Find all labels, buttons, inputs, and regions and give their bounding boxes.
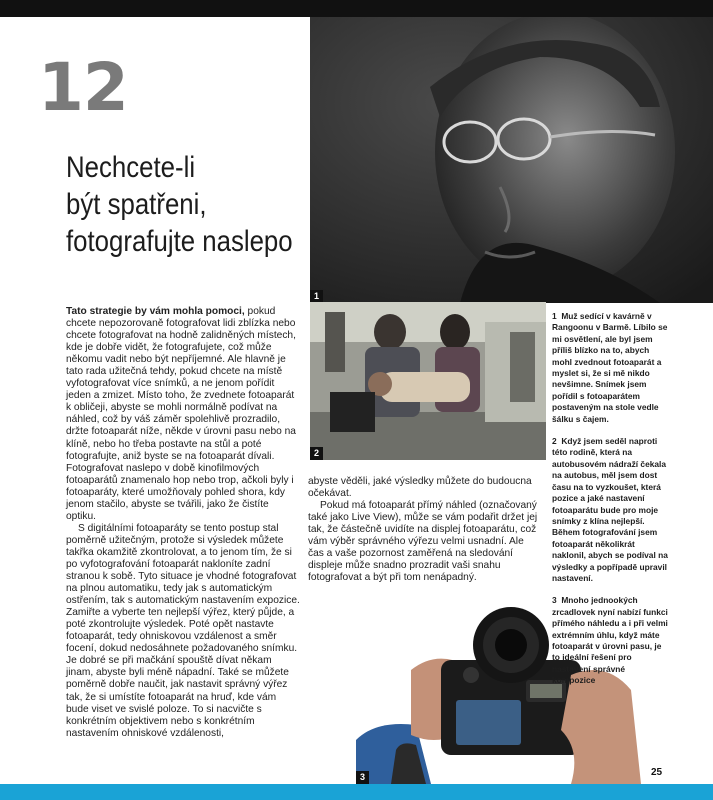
lead-in: Tato strategie by vám mohla pomoci,: [66, 306, 245, 317]
photo-number-1: 1: [310, 290, 323, 303]
page-number: 25: [651, 767, 663, 778]
caption-1: [552, 311, 670, 425]
photo-captions: [552, 311, 670, 698]
photo-number-3: 3: [356, 771, 369, 784]
body-paragraph-4: Pokud má fotoaparát přímý náhled (označovaný také jako Live View), může se vám podařit držet jej tak, že částečně uvidíte na displej fotoaparátu, což vám výběr správného výřezu velmi usnadní. Ale čas a vaše pozornost zaměřená na sledování displeje může snadno prozradit vaši snahu fotografovat a být při tom nenápadný.: [308, 500, 538, 584]
caption-number-3: 3: [552, 595, 557, 606]
man-with-glasses-portrait-icon: [310, 17, 713, 303]
photo-number-2: 2: [310, 447, 323, 460]
page-title: [66, 149, 293, 260]
photo-2: [310, 302, 546, 460]
body-paragraph-2: S digitálními fotoaparáty se tento postup stal poměrně užitečným, protože si výsledek můžete takřka okamžitě zkontrolovat, a to jenom tím, že si po vyfotografování fotoaparát nakloníte zadní stranou k sobě. Tyto situace je vhodné fotografovat na plnou automatiku, tedy jak s automatickým ostřením, tak s automatickým nastavením expozice. Zamiřte a vyberte ten nejlepší výřez, který půjde, a poté zkontrolujte výsledek. Poté opět nastavte fotoaparát, tedy ohniskovou vzdálenost a směr focení, dokud nedosáhnete požadovaného snímku. Je dobré se při mačkání spouště dívat někam jinam, abyste byli méně nápadní. Také se můžete poměrně dobře naučit, jak nastavit správný výřez tak, že si umístíte fotoaparát na hruď, kde vám bude viset ve svislé poloze. To si nacvičte s konkrétním objektivem nebo s konkrétním nastavením ohniskové vzdálenosti,: [66, 522, 300, 739]
title-line-3: fotografujte naslepo: [66, 225, 293, 258]
body-paragraph-1: [66, 306, 300, 523]
photo-1: [310, 17, 713, 303]
caption-number-1: 1: [552, 311, 557, 321]
bottom-accent-bar: [0, 784, 713, 800]
caption-text-1: Muž sedící v kavárně v Rangoonu v Barmě. Líbilo se mi osvětlení, ale byl jsem příliš blízko na to, abych mohl zvednout fotoaparát a myslet si, že si mě nikdo nevšimne. Snímek jsem pořídil s fotoaparátem postaveným na stole vedle šálku s čajem.: [552, 311, 668, 424]
caption-number-2: 2: [552, 436, 557, 447]
title-line-1: Nechcete-li: [66, 151, 196, 184]
body-paragraph-3: abyste věděli, jaké výsledky můžete do budoucna očekávat.: [308, 476, 532, 500]
chapter-number: 12: [38, 49, 128, 126]
title-line-2: být spatřeni,: [66, 188, 207, 221]
body-column-middle: [308, 476, 542, 584]
bus-station-family-icon: [310, 302, 546, 460]
caption-text-2: Když jsem seděl naproti této rodině, která na autobusovém nádraží čekala na autobus, měl jsem dost času na to vyzkoušet, která pozice a jaké nastavení fotoaparátu bude pro moje snímky z klína nejlepší. Během fotografování jsem fotoaparát několikrát naklonil, abych se podíval na výsledky a popřípadě upravil nastavení.: [552, 436, 668, 583]
body-paragraph-1-text: pokud chcete nepozorovaně fotografovat lidi zblízka nebo chcete fotografovat na hodně zalidněných místech, kde je dobře vidět, že fotografujete, což může někomu vadit nebo být nepříjemné. Ale hlavně je tato rada užitečná tehdy, pokud chcete na místě vyfotografovat více snímků, a ne jenom pořídit jeden a zmizet. Místo toho, že zvednete fotoaparát k obličeji, abyste se mohli normálně podívat na náhled, což by váš záměr spolehlivě prozradilo, držte fotoaparát níže, někde v úrovni pasu nebo na klíně, nebo ho třeba postavte na stůl a poté fotografujte, aniž byste se na fotoaparát dívali. Fotografovat naslepo v době kinofilmových fotoaparátů znamenalo hop nebo trop, ačkoli byly i fotoaparáty, které umožňovaly pohled shora, kdy jenom stačilo, abyste se tvářili, jako že čistíte optiku.: [66, 306, 296, 522]
top-bar: [0, 0, 713, 17]
caption-2: [552, 436, 670, 584]
caption-3: [552, 595, 670, 686]
body-column-left: [66, 306, 300, 740]
caption-text-3: Mnoho jednookých zrcadlovek nyní nabízí funkci přímého náhledu a i při velmi extrémním úhlu, když máte fotoaparát v úrovni pasu, je to ideální řešení pro nastavení správné kompozice: [552, 595, 668, 686]
